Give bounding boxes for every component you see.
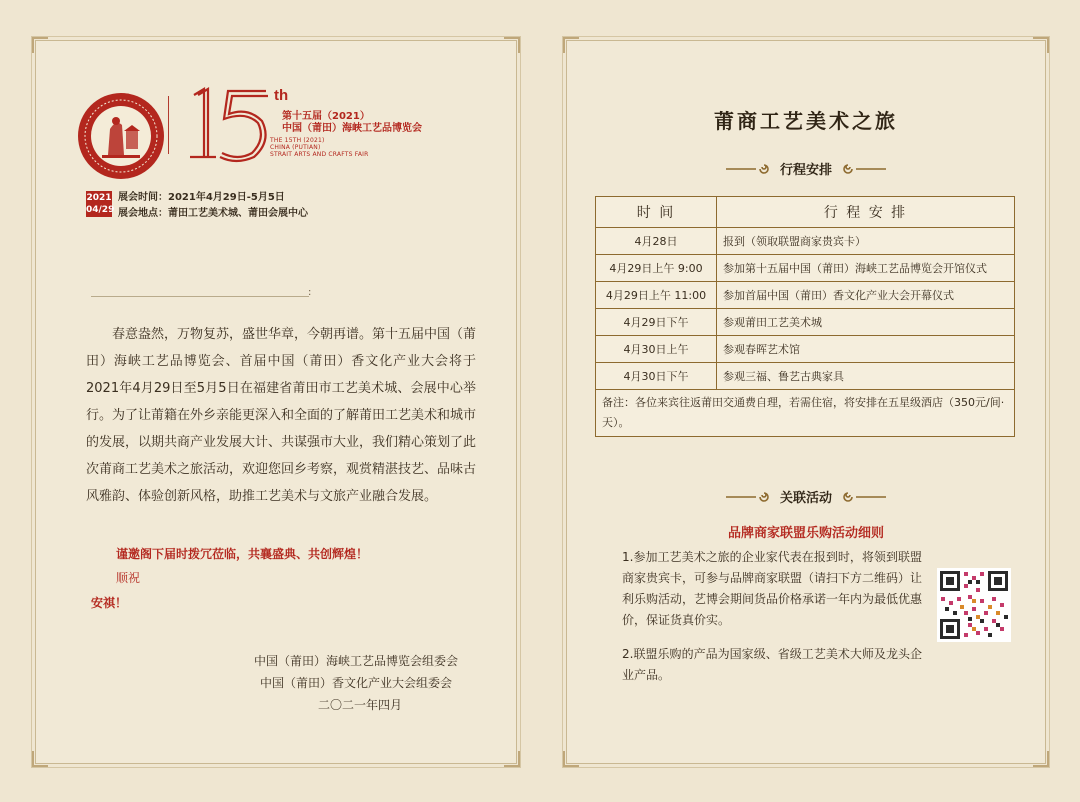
expo-seal-icon: [76, 91, 166, 181]
table-note-row: [596, 390, 1015, 437]
table-row: 4月28日 报到（领取联盟商家贵宾卡）: [596, 228, 1015, 255]
table-row: 4月30日下午 参观三福、鲁艺古典家具: [596, 363, 1015, 390]
logo-separator: [168, 96, 169, 154]
rule-item-2: 2.联盟乐购的产品为国家级、省级工艺美术大师及龙头企业产品。: [622, 647, 922, 682]
scroll-ornament-right-icon: [842, 162, 888, 176]
table-row: 4月30日上午 参观春晖艺术馆: [596, 336, 1015, 363]
date-badge: 2021 04/29: [86, 193, 115, 215]
regards-line: 顺祝: [116, 571, 141, 585]
table-row: 4月29日下午 参观莆田工艺美术城: [596, 309, 1015, 336]
expo-time: 展会时间：2021年4月29日-5月5日: [118, 192, 285, 203]
signature-organizer-2: 中国（莆田）香文化产业大会组委会: [260, 676, 453, 690]
scroll-ornament-right-icon: [842, 490, 888, 504]
related-heading: 关联活动: [567, 487, 1045, 506]
scroll-ornament-left-icon: [724, 162, 770, 176]
schedule-heading: 行程安排: [567, 159, 1045, 178]
invitation-body: 春意盎然，万物复苏，盛世华章，今朝再谱。第十五届中国（莆田）海峡工艺品博览会、首届中国（莆田）香文化产业大会将于2021年4月29日至5月5日在福建省莆田市工艺美术城、会展中心举行。为了让莆籍在外乡亲能更深入和全面的了解莆田工艺美术和城市的发展，以期共商产业发展大计、共谋强市大业，我们精心策划了此次莆商工艺美术之旅活动，欢迎您回乡考察，观赏精湛技艺、品味古风雅韵、体验创新风格，助推工艺美术与文旅产业融合发展。: [86, 327, 477, 504]
signature-date: 二〇二一年四月: [318, 698, 403, 712]
table-header-row: [596, 197, 1015, 228]
signature-organizer-1: 中国（莆田）海峡工艺品博览会组委会: [254, 654, 459, 668]
invitation-left-page: [35, 40, 517, 764]
table-row: 4月29日上午 11:00 参加首届中国（莆田）香文化产业大会开幕仪式: [596, 282, 1015, 309]
rule-item-1: 1.参加工艺美术之旅的企业家代表在报到时，将领到联盟商家贵宾卡，可参与品牌商家联盟（请扫下方二维码）让利乐购活动，艺博会期间货品价格承诺一年内为最低优惠价，保证货真价实。: [622, 550, 923, 627]
addressee-colon: :: [308, 287, 312, 298]
scroll-ornament-left-icon: [724, 490, 770, 504]
qr-code-icon[interactable]: [937, 568, 1011, 642]
ordinal-suffix: th: [274, 87, 289, 104]
table-note: 备注：各位来宾往返莆田交通费自理，若需住宿，将安排在五星级酒店（350元/间·天）。: [596, 390, 1015, 437]
invitation-line: 谨邀阁下届时拨冗莅临，共襄盛典、共创辉煌！: [116, 547, 369, 561]
edition-title: 第十五届（2021） 中国（莆田）海峡工艺品博览会: [282, 111, 422, 134]
itinerary-right-page: [566, 40, 1046, 764]
page-title: 莆商工艺美术之旅: [714, 109, 898, 133]
schedule-table: [595, 196, 1015, 437]
header-activity: 行 程 安 排: [717, 197, 1015, 228]
fifteenth-number-logo: [186, 83, 281, 163]
table-row: 4月29日上午 9:00 参加第十五届中国（莆田）海峡工艺品博览会开馆仪式: [596, 255, 1015, 282]
addressee-blank-line: [91, 296, 309, 297]
salute-line: 安祺！: [91, 596, 128, 610]
header-time: 时 间: [596, 197, 717, 228]
expo-info: [118, 190, 308, 222]
expo-venue: 展会地点：莆田工艺美术城、莆田会展中心: [118, 208, 308, 219]
edition-english: THE 15TH (2021) CHINA (PUTIAN) STRAIT ARTS AND CRAFTS FAIR: [270, 137, 369, 158]
rules-subtitle: 品牌商家联盟乐购活动细则: [727, 526, 884, 541]
